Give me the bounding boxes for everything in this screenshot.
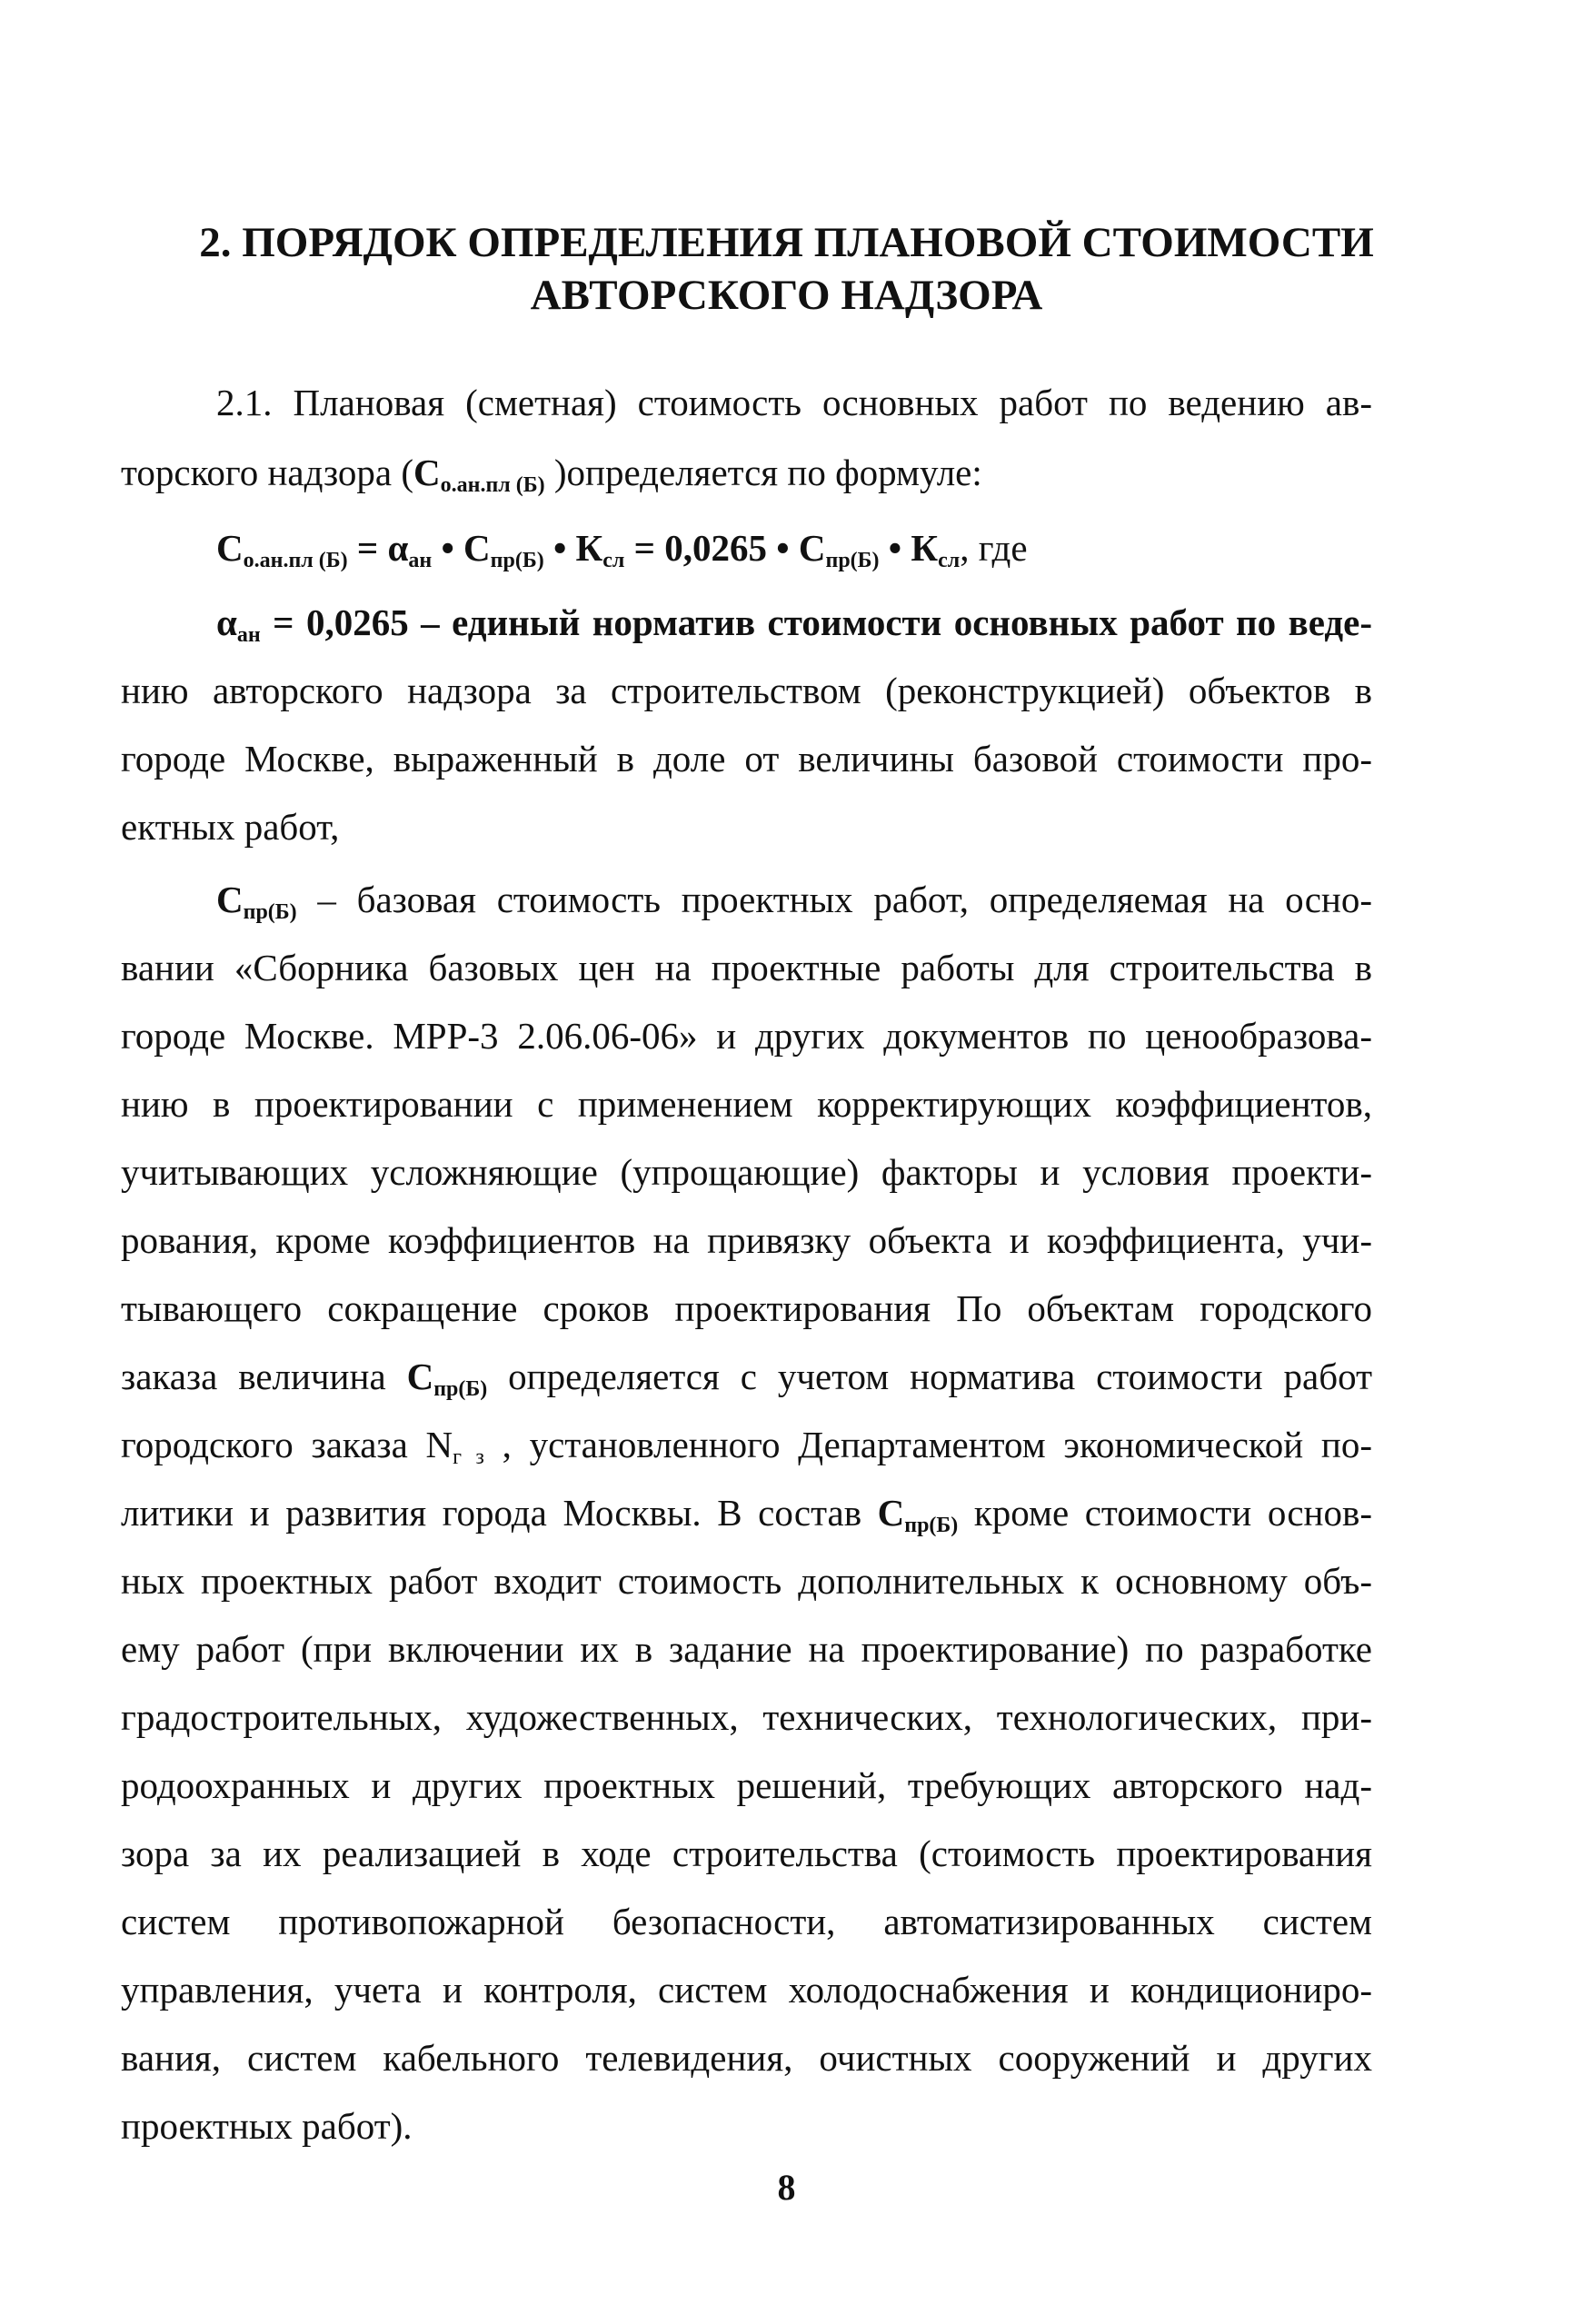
para3-line-4: нию в проектировании с применением корректирующих коэффициентов, (121, 1083, 1372, 1125)
para3-line-17: управления, учета и контроля, систем холодоснабжения и кондициониро- (121, 1969, 1372, 2011)
text-fragment: , установленного Департаментом экономической по- (483, 1424, 1372, 1465)
formula-value: = 0,0265 • (624, 527, 799, 569)
alpha-subscript: ан (236, 623, 261, 647)
base-cost-symbol: С (463, 527, 491, 569)
page-number: 8 (777, 2167, 796, 2208)
base-cost-subscript: пр(Б) (433, 1377, 488, 1401)
para3-line-7: тывающего сокращение сроков проектирования По объектам городского (121, 1287, 1372, 1329)
n-subscript: г з (453, 1445, 484, 1469)
para2-line-2: нию авторского надзора за строительством (реконструкцией) объектов в (121, 670, 1372, 711)
para3-line-6: рования, кроме коэффициентов на привязку объекта и коэффициента, учи- (121, 1219, 1372, 1261)
multiply-dot: • (432, 527, 464, 569)
formula-tail: , где (960, 527, 1028, 569)
para3-line-5: учитывающих усложняющие (упрощающие) факторы и условия проекти- (121, 1151, 1372, 1193)
base-cost-symbol: С (216, 879, 244, 920)
base-cost-symbol: С (877, 1492, 905, 1534)
para3-line-18: вания, систем кабельного телевидения, очистных сооружений и других (121, 2037, 1372, 2079)
base-cost-symbol: С (406, 1356, 434, 1397)
multiply-dot: • (543, 527, 576, 569)
para1-line-2 (121, 450, 1372, 508)
para3-line-11: ных проектных работ входит стоимость дополнительных к основному объ- (121, 1560, 1372, 1602)
para3-line-10 (121, 1490, 1372, 1548)
multiply-dot: • (879, 527, 911, 569)
para2-line-3: городе Москве, выраженный в доле от величины базовой стоимости про- (121, 738, 1372, 780)
text-fragment: заказа величина (121, 1356, 407, 1397)
para3-line-1 (216, 877, 1372, 935)
base-cost-subscript: пр(Б) (243, 900, 297, 924)
formula-equals: = (347, 527, 388, 569)
text-fragment: – базовая стоимость проектных работ, определяемая на осно- (296, 879, 1372, 920)
alpha-symbol: α (216, 601, 237, 643)
para3-line-8 (121, 1354, 1372, 1412)
para2-line-1 (216, 600, 1372, 658)
text-fragment: )определяется по формуле: (544, 452, 982, 493)
para3-line-15: зора за их реализацией в ходе строительства (стоимость проектирования (121, 1832, 1372, 1874)
text-fragment: определяется с учетом норматива стоимости работ (487, 1356, 1372, 1397)
formula-lhs: С (216, 527, 244, 569)
alpha-subscript: ан (408, 549, 433, 572)
text-fragment: кроме стоимости основ- (958, 1492, 1372, 1534)
text-fragment: литики и развития города Москвы. В состав (121, 1492, 878, 1534)
k-symbol: К (575, 527, 603, 569)
text-fragment: городского заказа N (121, 1424, 453, 1465)
para2-line-4: ектных работ, (121, 806, 340, 848)
base-cost-subscript: пр(Б) (490, 549, 544, 572)
para3-line-13: градостроительных, художественных, технических, технологических, при- (121, 1696, 1372, 1738)
cost-symbol: С (413, 452, 441, 493)
k-symbol: К (911, 527, 939, 569)
para1-line-1: 2.1. Плановая (сметная) стоимость основных работ по ведению ав- (216, 382, 1372, 423)
section-title-line-2: АВТОРСКОГО НАДЗОРА (530, 272, 1043, 319)
cost-symbol-subscript: о.ан.пл (Б) (440, 473, 545, 497)
text-fragment: = 0,0265 – единый норматив стоимости основных работ по веде- (260, 601, 1372, 643)
alpha-symbol: α (387, 527, 409, 569)
para3-line-9 (121, 1422, 1372, 1480)
base-cost-symbol: С (798, 527, 826, 569)
para3-line-19: проектных работ). (121, 2105, 413, 2147)
formula-lhs-subscript: о.ан.пл (Б) (243, 549, 348, 572)
k-subscript: сл (602, 549, 625, 572)
k-subscript: сл (938, 549, 961, 572)
text-fragment: торского надзора ( (121, 452, 414, 493)
formula (216, 525, 1372, 583)
base-cost-subscript: пр(Б) (825, 549, 880, 572)
para3-line-3: городе Москве. МРР-3 2.06.06-06» и других документов по ценообразова- (121, 1015, 1372, 1057)
base-cost-subscript: пр(Б) (904, 1514, 959, 1537)
section-title (0, 216, 1573, 322)
section-title-line-1: 2. ПОРЯДОК ОПРЕДЕЛЕНИЯ ПЛАНОВОЙ СТОИМОСТИ (199, 219, 1374, 266)
para3-line-12: ему работ (при включении их в задание на проектирование) по разработке (121, 1628, 1372, 1670)
para3-line-16: систем противопожарной безопасности, автоматизированных систем (121, 1901, 1372, 1942)
para3-line-2: вании «Сборника базовых цен на проектные работы для строительства в (121, 947, 1372, 988)
para3-line-14: родоохранных и других проектных решений, требующих авторского над- (121, 1764, 1372, 1806)
